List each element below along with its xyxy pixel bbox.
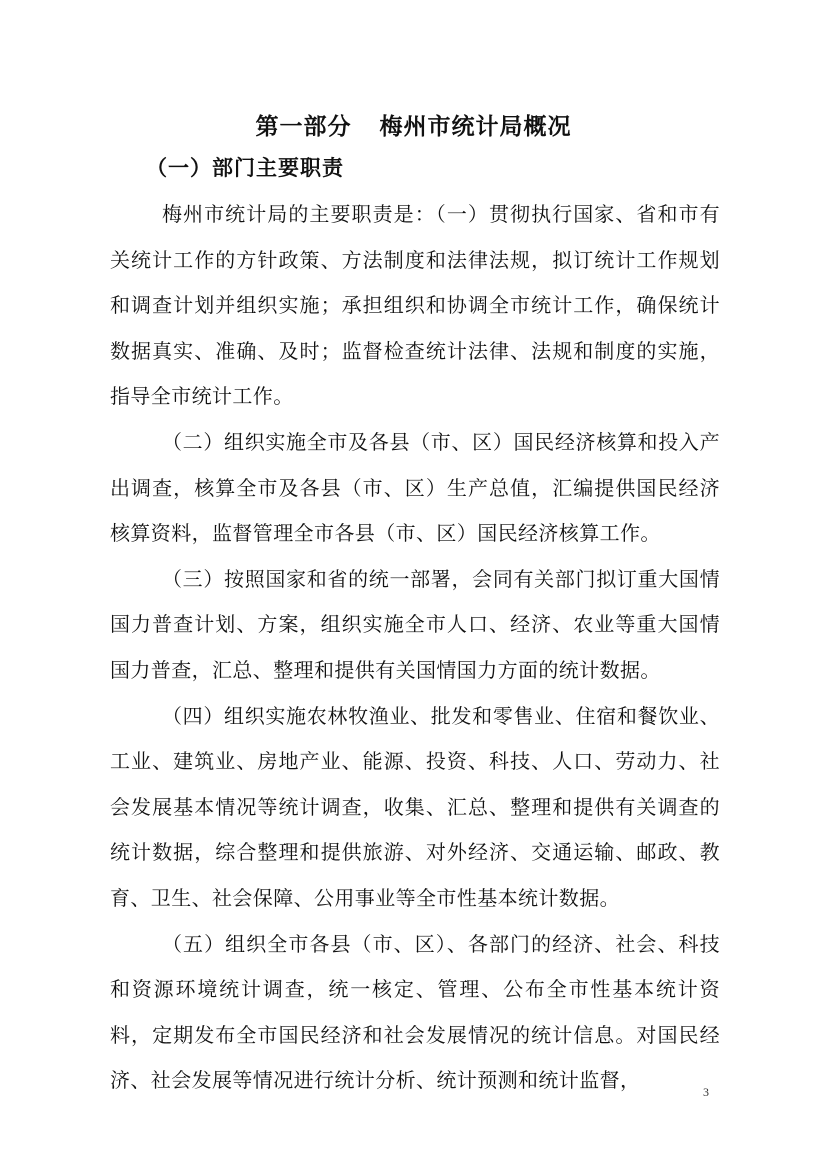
paragraph-1: 梅州市统计局的主要职责是：（一）贯彻执行国家、省和市有关统计工作的方针政策、方法制度和法律法规，拟订统计工作规划和调查计划并组织实施；承担组织和协调全市统计工作，确保统计数据真实、准确、及时；监督检查统计法律、法规和制度的实施，指导全市统计工作。 [110,202,720,409]
paragraph-4: （四）组织实施农林牧渔业、批发和零售业、住宿和餐饮业、工业、建筑业、房地产业、能源、投资、科技、人口、劳动力、社会发展基本情况等统计调查，收集、汇总、整理和提供有关调查的统计数据，综合整理和提供旅游、对外经济、交通运输、邮政、教育、卫生、社会保障、公用事业等全市性基本统计数据。 [110,703,720,910]
paragraph-3: （三）按照国家和省的统一部署，会同有关部门拟订重大国情国力普查计划、方案，组织实施全市人口、经济、农业等重大国情国力普查，汇总、整理和提供有关国情国力方面的统计数据。 [110,566,720,682]
paragraph-2: （二）组织实施全市及各县（市、区）国民经济核算和投入产出调查，核算全市及各县（市、区）生产总值，汇编提供国民经济核算资料，监督管理全市各县（市、区）国民经济核算工作。 [110,429,720,546]
title-name: 梅州市统计局概况 [379,113,572,140]
page-title [0,108,827,141]
page-number: 3 [703,1085,709,1099]
paragraph-5: （五）组织全市各县（市、区）、各部门的经济、社会、科技和资源环境统计调查，统一核定、管理、公布全市性基本统计资料，定期发布全市国民经济和社会发展情况的统计信息。对国民经济、社会发展等情况进行统计分析、统计预测和统计监督， [110,931,720,1093]
title-part: 第一部分 [255,113,352,140]
body-text [110,192,720,1104]
section-heading: （一）部门主要职责 [146,155,344,180]
